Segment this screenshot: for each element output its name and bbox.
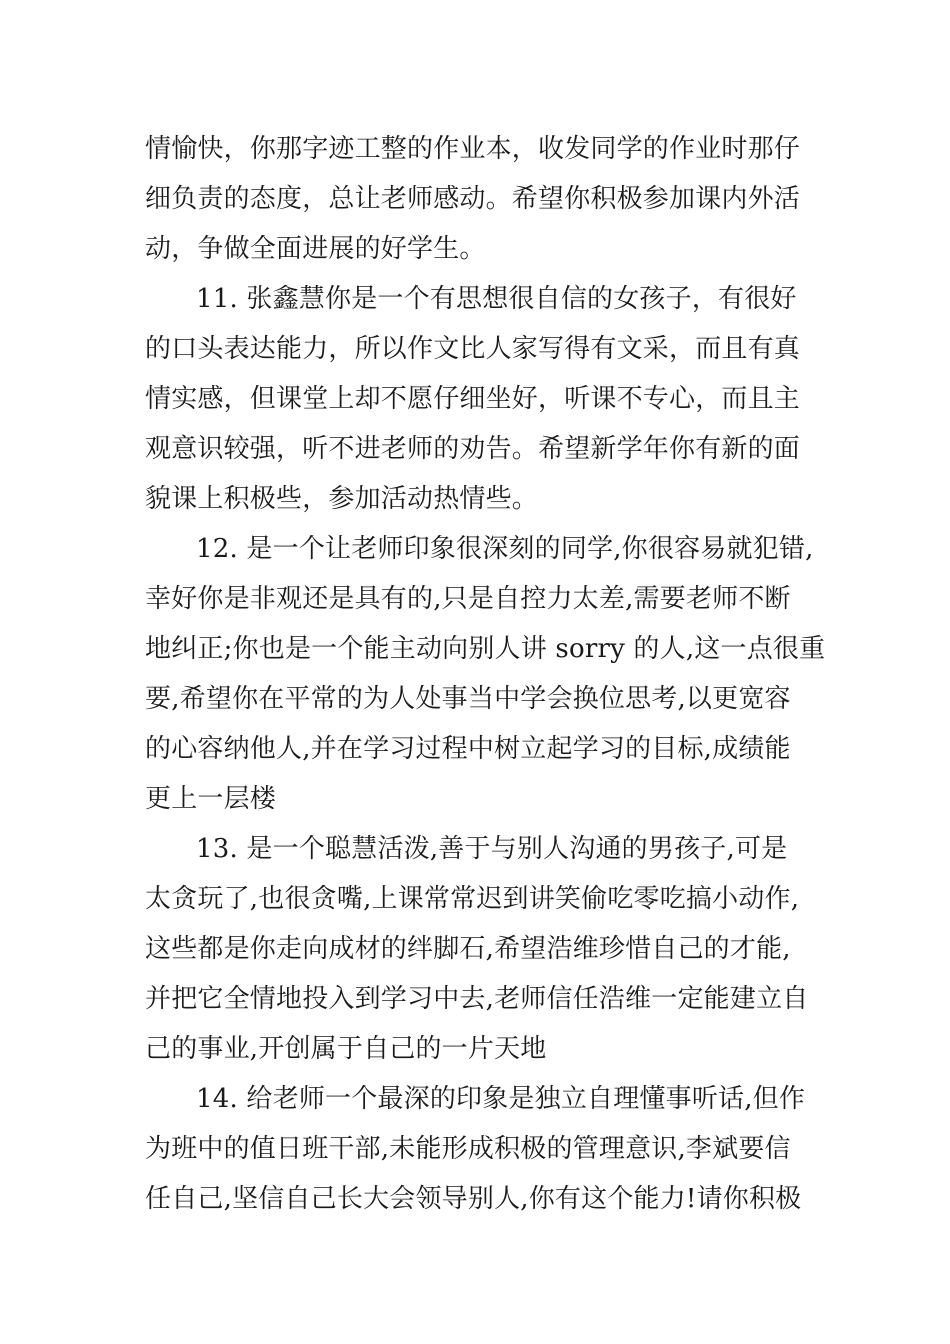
text-line: 任自己,坚信自己长大会领导别人,你有这个能力!请你积极	[145, 1184, 802, 1214]
paragraph-13-start: 13. 是一个聪慧活泼,善于与别人沟通的男孩子,可是	[196, 834, 788, 864]
text-line: 要,希望你在平常的为人处事当中学会换位思考,以更宽容	[145, 684, 791, 714]
text-line: 情实感，但课堂上却不愿仔细坐好，听课不专心，而且主	[145, 384, 801, 414]
text-line: 地纠正;你也是一个能主动向别人讲 sorry 的人,这一点很重	[145, 634, 826, 664]
text-line: 情愉快，你那字迹工整的作业本，收发同学的作业时那仔	[145, 134, 801, 164]
text-line: 更上一层楼	[145, 784, 277, 814]
text-line: 幸好你是非观还是具有的,只是自控力太差,需要老师不断	[145, 584, 791, 614]
text-line: 为班中的值日班干部,未能形成积极的管理意识,李斌要信	[145, 1134, 791, 1164]
text-line: 并把它全情地投入到学习中去,老师信任浩维一定能建立自	[145, 984, 809, 1014]
text-line: 太贪玩了,也很贪嘴,上课常常迟到讲笑偷吃零吃搞小动作,	[145, 884, 800, 914]
text-line: 己的事业,开创属于自己的一片天地	[145, 1034, 547, 1064]
text-line: 的口头表达能力，所以作文比人家写得有文采，而且有真	[145, 334, 801, 364]
paragraph-12-start: 12. 是一个让老师印象很深刻的同学,你很容易就犯错,	[196, 534, 814, 564]
text-line: 的心容纳他人,并在学习过程中树立起学习的目标,成绩能	[145, 734, 791, 764]
paragraph-11-start: 11. 张鑫慧你是一个有思想很自信的女孩子，有很好	[196, 284, 797, 314]
text-line: 观意识较强，听不进老师的劝告。希望新学年你有新的面	[145, 434, 801, 464]
paragraph-14-start: 14. 给老师一个最深的印象是独立自理懂事听话,但作	[196, 1084, 806, 1114]
text-line: 细负责的态度，总让老师感动。希望你积极参加课内外活	[145, 184, 801, 214]
text-line: 这些都是你走向成材的绊脚石,希望浩维珍惜自己的才能,	[145, 934, 791, 964]
text-line: 貌课上积极些，参加活动热情些。	[145, 484, 539, 514]
text-line: 动，争做全面进展的好学生。	[145, 234, 486, 264]
